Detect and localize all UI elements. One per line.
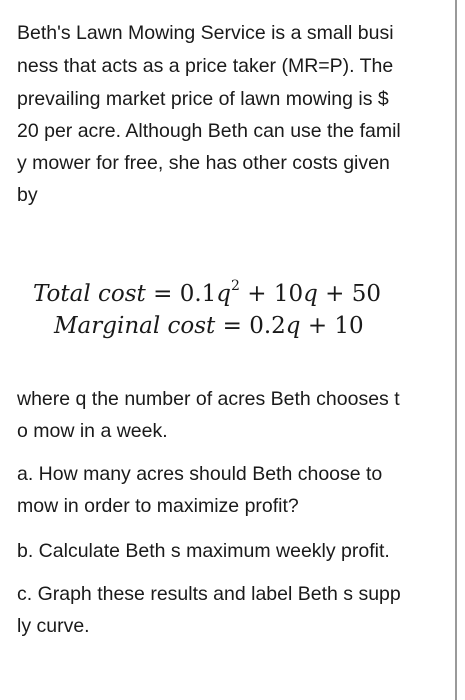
marginal-cost-coef: 0.2 (249, 313, 286, 339)
question-b-line-1: b. Calculate Beth s maximum weekly profit. (17, 540, 390, 562)
marginal-cost-q: q (285, 313, 301, 339)
page-edge-rule (455, 0, 457, 700)
total-cost-exponent: 2 (231, 278, 240, 295)
total-cost-q: q (216, 281, 232, 307)
total-cost-equation (33, 280, 381, 308)
intro-line-2: ness that acts as a price taker (MR=P). The (17, 55, 394, 77)
where-line-1: where q the number of acres Beth chooses t (17, 388, 400, 410)
intro-line-3: prevailing market price of lawn mowing is $ (17, 88, 389, 110)
intro-line-6: by (17, 184, 38, 206)
where-line-2: o mow in a week. (17, 420, 168, 442)
intro-line-4: 20 per acre. Although Beth can use the famil (17, 120, 401, 142)
question-c-line-2: ly curve. (17, 615, 90, 637)
equals-sign-2: = (215, 313, 250, 339)
question-a-line-2: mow in order to maximize profit? (17, 495, 299, 517)
total-cost-coef: 0.1 (179, 281, 217, 307)
marginal-cost-label: Marginal cost (54, 313, 216, 339)
marginal-cost-equation (54, 312, 364, 340)
total-cost-label: Total cost (33, 281, 146, 307)
marginal-cost-constant: + 10 (300, 313, 364, 339)
intro-line-5: y mower for free, she has other costs given (17, 152, 390, 174)
total-cost-q2: q (303, 281, 318, 307)
question-c-line-1: c. Graph these results and label Beth s supp (17, 583, 401, 605)
equals-sign: = (145, 281, 180, 307)
question-a-line-1: a. How many acres should Beth choose to (17, 463, 383, 485)
intro-line-1: Beth's Lawn Mowing Service is a small busi (17, 22, 394, 44)
total-cost-linear: + 10 (239, 281, 304, 307)
total-cost-constant: + 50 (317, 281, 382, 307)
